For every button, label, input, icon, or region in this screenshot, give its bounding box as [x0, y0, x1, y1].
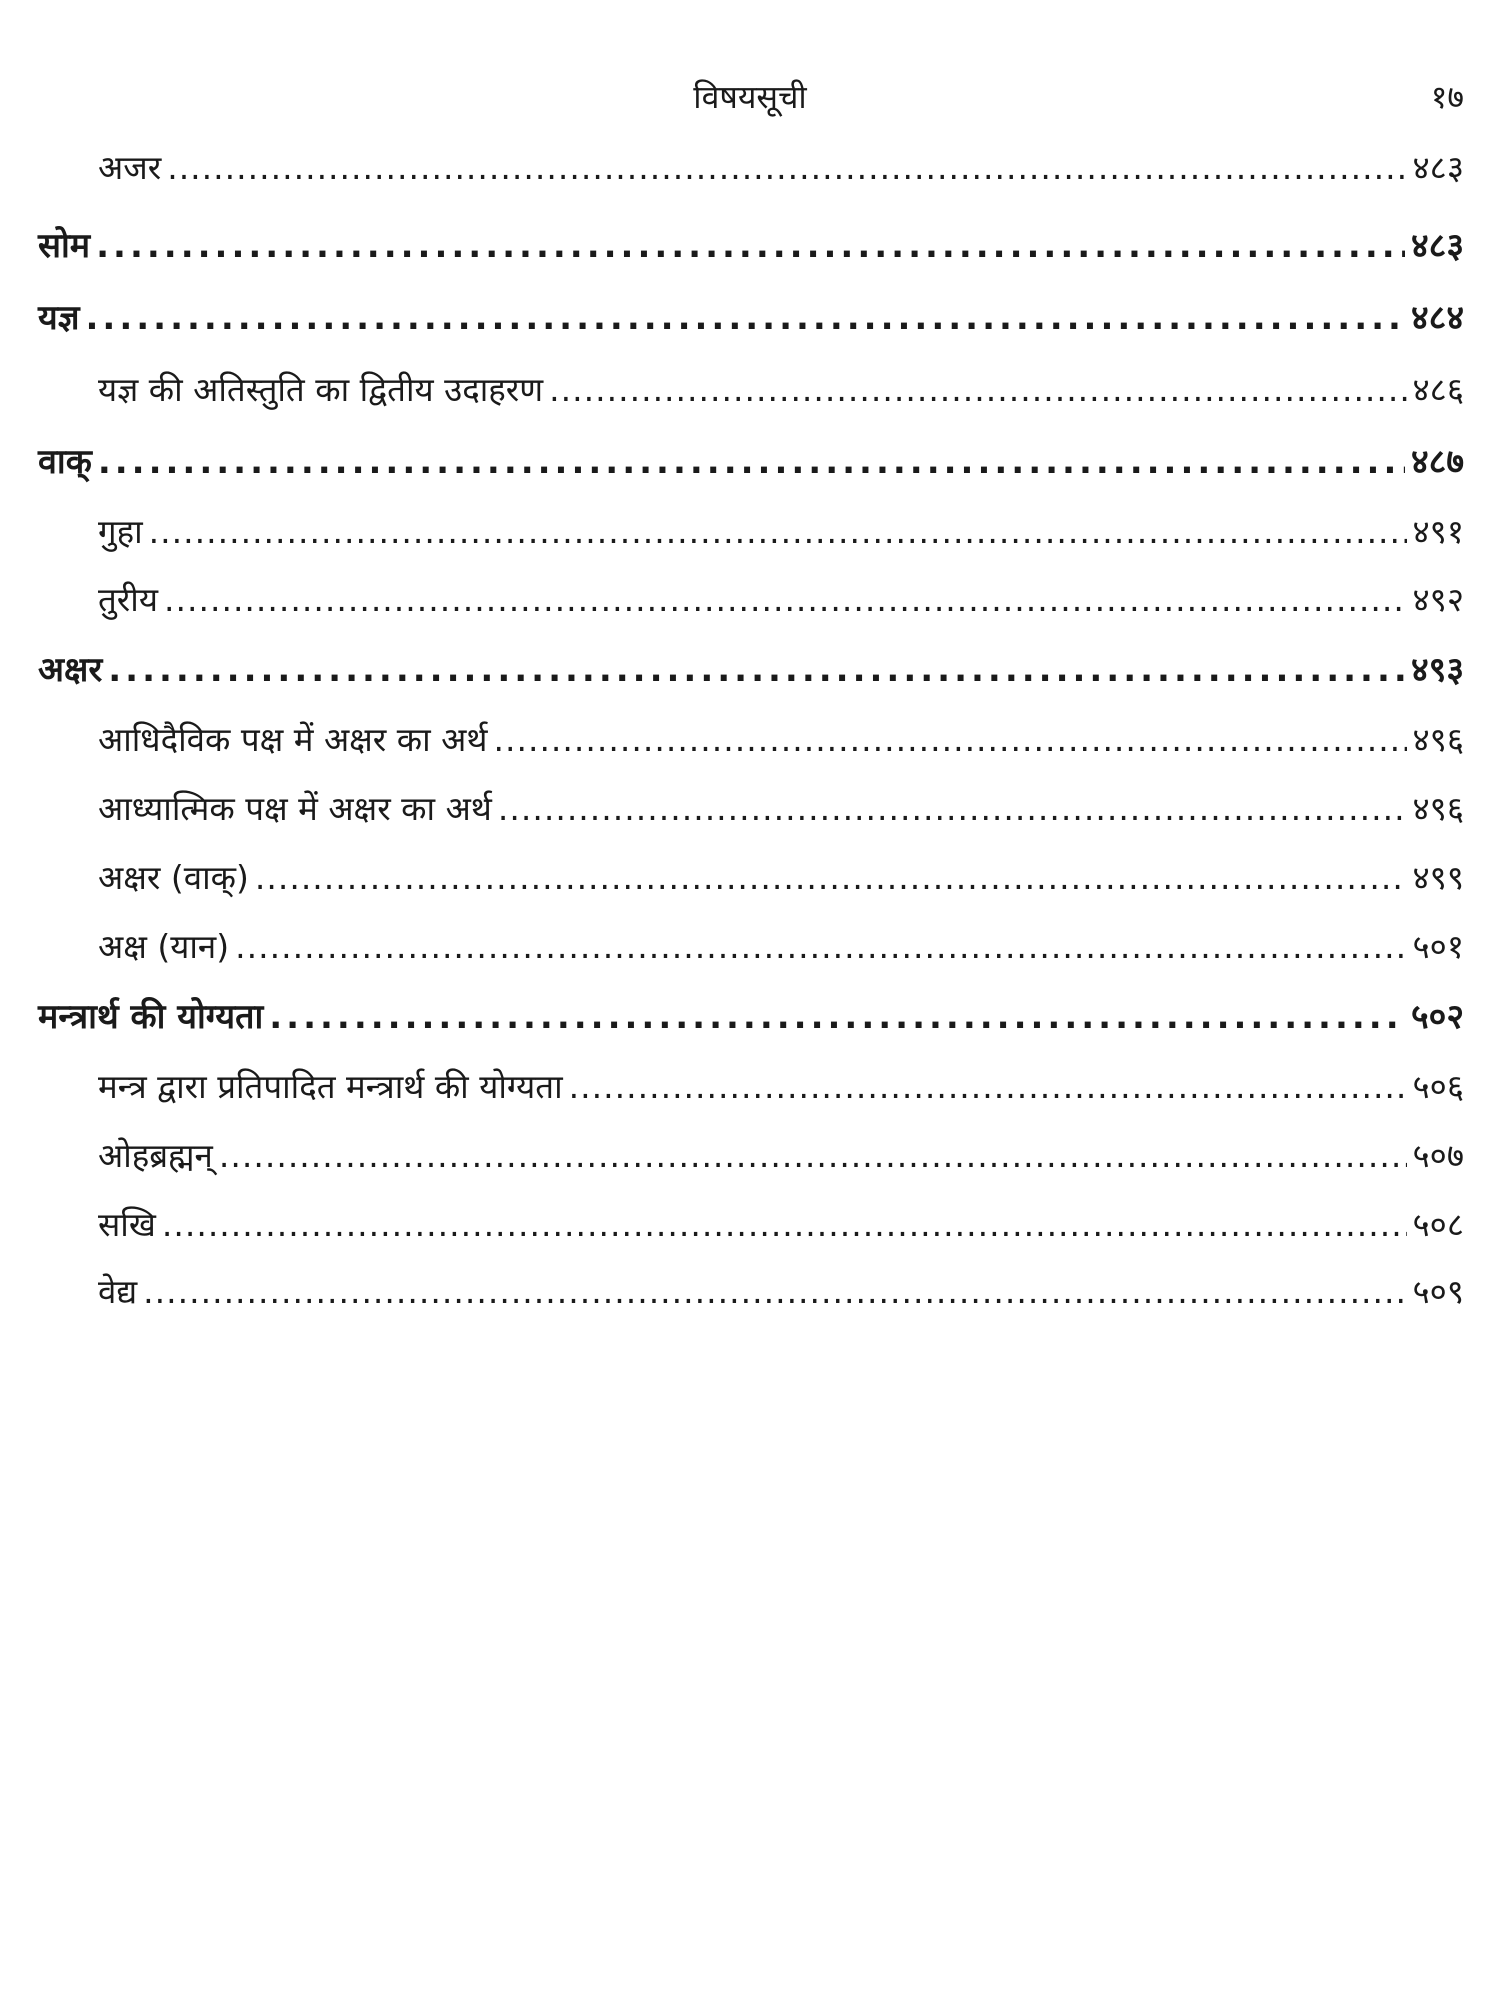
toc-subentry	[0, 138, 1500, 198]
entry-page-number: ४८६	[1412, 370, 1464, 409]
entry-page-number: ४८७	[1410, 442, 1464, 482]
entry-title: मन्त्रार्थ की योग्यता	[38, 997, 264, 1037]
entry-title: गुहा	[98, 512, 143, 551]
dot-leader	[219, 1126, 1407, 1186]
entry-page-number: ४९१	[1412, 512, 1464, 551]
running-header	[0, 72, 1500, 122]
toc-subentry	[0, 1126, 1500, 1186]
entry-title: यज्ञ	[38, 298, 80, 338]
toc-subentry	[0, 1195, 1500, 1255]
dot-leader	[164, 570, 1407, 630]
toc-subentry	[0, 1262, 1500, 1322]
entry-title: अक्षर	[38, 650, 103, 690]
entry-title: आध्यात्मिक पक्ष में अक्षर का अर्थ	[98, 789, 492, 828]
entry-page-number: ४८४	[1410, 298, 1464, 338]
toc-subentry	[0, 360, 1500, 420]
entry-page-number: ४८३	[1412, 148, 1464, 187]
toc-section-entry	[0, 432, 1500, 492]
toc-subentry	[0, 779, 1500, 839]
entry-page-number: ४८३	[1410, 226, 1464, 266]
dot-leader	[162, 1195, 1407, 1255]
entry-title: आधिदैविक पक्ष में अक्षर का अर्थ	[98, 720, 488, 759]
entry-page-number: ५०८	[1412, 1205, 1464, 1244]
dot-leader	[108, 640, 1405, 700]
dot-leader	[255, 848, 1407, 908]
entry-title: सखि	[98, 1205, 156, 1244]
dot-leader	[493, 710, 1406, 770]
dot-leader	[269, 987, 1405, 1047]
dot-leader	[569, 1057, 1407, 1117]
dot-leader	[86, 288, 1405, 348]
toc-section-entry	[0, 288, 1500, 348]
entry-page-number: ४९२	[1412, 580, 1464, 619]
dot-leader	[498, 779, 1407, 839]
entry-title: तुरीय	[98, 580, 158, 619]
toc-section-entry	[0, 216, 1500, 276]
page-title: विषयसूची	[693, 78, 807, 116]
entry-title: वेद्य	[98, 1272, 138, 1311]
dot-leader	[549, 360, 1406, 420]
entry-page-number: ५०९	[1412, 1272, 1464, 1311]
entry-title: सोम	[38, 226, 91, 266]
entry-title: वाक्	[38, 442, 92, 482]
entry-page-number: ४९६	[1412, 720, 1464, 759]
toc-subentry	[0, 848, 1500, 908]
page-number: १७	[1430, 78, 1464, 116]
toc-subentry	[0, 502, 1500, 562]
entry-page-number: ४९३	[1410, 650, 1464, 690]
entry-title: मन्त्र द्वारा प्रतिपादित मन्त्रार्थ की योग्यता	[98, 1067, 563, 1106]
dot-leader	[96, 216, 1405, 276]
toc-section-entry	[0, 640, 1500, 700]
toc-subentry	[0, 1057, 1500, 1117]
entry-page-number: ५०६	[1412, 1067, 1464, 1106]
entry-page-number: ४९९	[1412, 858, 1464, 897]
entry-page-number: ४९६	[1412, 789, 1464, 828]
entry-page-number: ५०२	[1410, 997, 1464, 1037]
entry-title: ओहब्रह्मन्	[98, 1136, 213, 1175]
dot-leader	[149, 502, 1407, 562]
toc-subentry	[0, 570, 1500, 630]
toc-subentry	[0, 710, 1500, 770]
entry-title: यज्ञ की अतिस्तुति का द्वितीय उदाहरण	[98, 370, 544, 409]
toc-subentry	[0, 917, 1500, 977]
entry-title: अजर	[98, 148, 162, 187]
toc-section-entry	[0, 987, 1500, 1047]
dot-leader	[143, 1262, 1406, 1322]
dot-leader	[235, 917, 1406, 977]
entry-page-number: ५०७	[1412, 1136, 1464, 1175]
dot-leader	[98, 432, 1405, 492]
dot-leader	[167, 138, 1406, 198]
entry-title: अक्षर (वाक्)	[98, 858, 249, 897]
entry-title: अक्ष (यान)	[98, 927, 230, 966]
entry-page-number: ५०१	[1412, 927, 1464, 966]
